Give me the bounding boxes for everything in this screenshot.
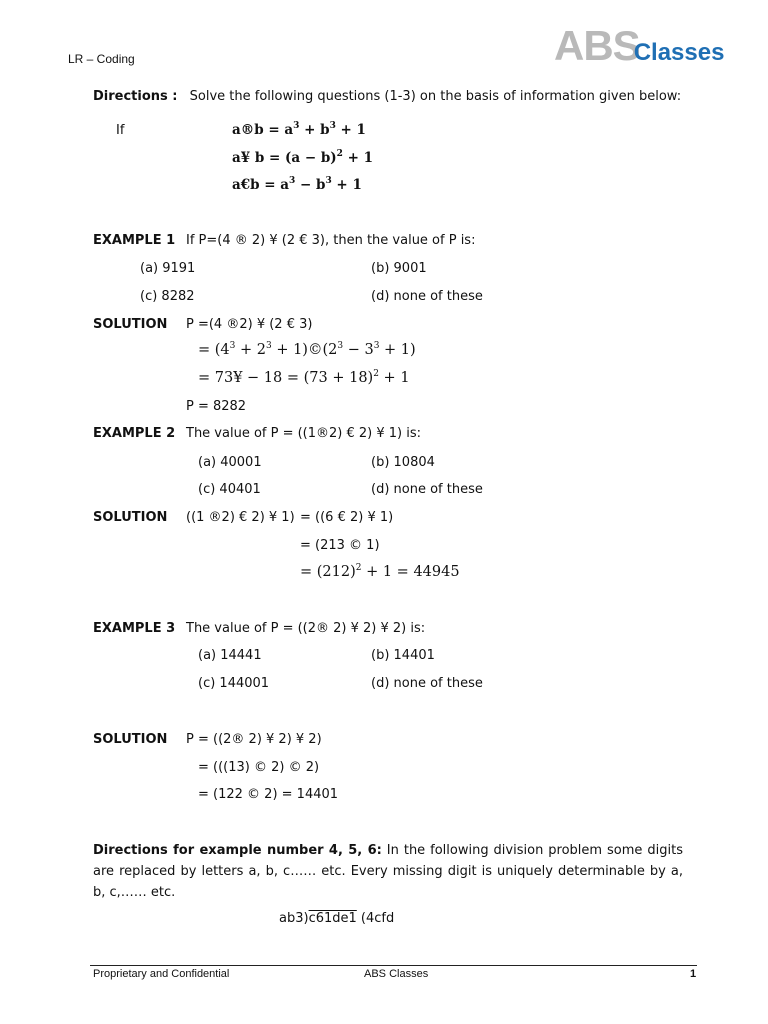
ex3-solution-line-3: = (122 © 2) = 14401: [198, 787, 339, 802]
footer-left-text: Proprietary and Confidential: [93, 968, 230, 980]
directions-2-label: Directions for example number 4, 5, 6:: [93, 843, 382, 858]
footer-center-text: ABS Classes: [364, 968, 429, 980]
ex2-solution-step-3: = $(212)^2 + 1 = 44945$: [300, 563, 460, 580]
ex1-option-c: (c) 8282: [140, 289, 195, 304]
ex2-solution-step-2: = (213 © 1): [300, 538, 380, 553]
directions-text: Solve the following questions (1-3) on the basis of information given below:: [189, 89, 682, 104]
ex2-option-c: (c) 40401: [198, 482, 261, 497]
example-1-solution-label: SOLUTION: [93, 317, 168, 332]
ex2-solution-step-1: = ((6 € 2) ¥ 1): [300, 510, 394, 525]
ex2-solution-left: ((1 ®2) € 2) ¥ 1): [186, 510, 295, 525]
ex1-option-d: (d) none of these: [371, 289, 483, 304]
definition-2: a¥ $b = (a - b)^2 + 1$: [232, 149, 374, 166]
ex1-option-b: (b) 9001: [371, 261, 427, 276]
example-2-question: The value of P = ((1®2) € 2) ¥ 1) is:: [186, 426, 422, 441]
ex3-solution-line-1: P = ((2® 2) ¥ 2) ¥ 2): [186, 732, 322, 747]
abs-classes-logo: [554, 22, 724, 70]
ex2-option-a: (a) 40001: [198, 455, 262, 470]
ex3-option-c: (c) 144001: [198, 676, 270, 691]
if-label: If: [116, 123, 125, 138]
division-problem: ab3)c61de1 (4cfd: [279, 911, 395, 926]
ex3-option-d: (d) none of these: [371, 676, 483, 691]
example-3-label: EXAMPLE 3: [93, 621, 176, 636]
header-section-label: LR – Coding: [68, 52, 135, 66]
directions-2-paragraph: [93, 840, 683, 903]
directions-label: Directions :: [93, 89, 178, 104]
example-2-label: EXAMPLE 2: [93, 426, 176, 441]
ex3-solution-line-2: = (((13) © 2) © 2): [198, 760, 320, 775]
ex1-solution-line-1: P =(4 ®2) ¥ (2 € 3): [186, 317, 313, 332]
ex1-solution-line-3: = 73¥ − $18 = (73 + 18)^2 + 1$: [198, 369, 410, 386]
ex1-solution-answer: P = 8282: [186, 399, 247, 414]
ex3-option-b: (b) 14401: [371, 648, 435, 663]
directions-block: [93, 89, 681, 104]
example-3-question: The value of P = ((2® 2) ¥ 2) ¥ 2) is:: [186, 621, 426, 636]
ex3-option-a: (a) 14441: [198, 648, 262, 663]
ex2-option-d: (d) none of these: [371, 482, 483, 497]
definition-3: a€b = $a^3 - b^3 + 1$: [232, 176, 362, 193]
ex1-option-a: (a) 9191: [140, 261, 196, 276]
example-2-solution-label: SOLUTION: [93, 510, 168, 525]
example-1-label: EXAMPLE 1: [93, 233, 176, 248]
example-1-question: If P=(4 ® 2) ¥ (2 € 3), then the value of P is:: [186, 233, 476, 248]
example-3-solution-label: SOLUTION: [93, 732, 168, 747]
logo-abs-text: ABS: [554, 22, 640, 69]
logo-classes-text: Classes: [633, 39, 725, 66]
ex2-option-b: (b) 10804: [371, 455, 435, 470]
ex1-solution-line-2: = ($4^3 + 2^3$ + $1)©(2^3 - 3^3 + 1)$: [198, 341, 416, 358]
directions-2-text: In the following division problem some digits are replaced by letters a, b, c…… etc. Every missing digit is uniquely determinable by a, b, c,…… etc.: [93, 843, 683, 900]
footer-page-number: 1: [690, 968, 697, 980]
footer-divider: [90, 965, 697, 966]
definition-1: a®b = $a^3 + b^3 + 1$: [232, 121, 366, 138]
